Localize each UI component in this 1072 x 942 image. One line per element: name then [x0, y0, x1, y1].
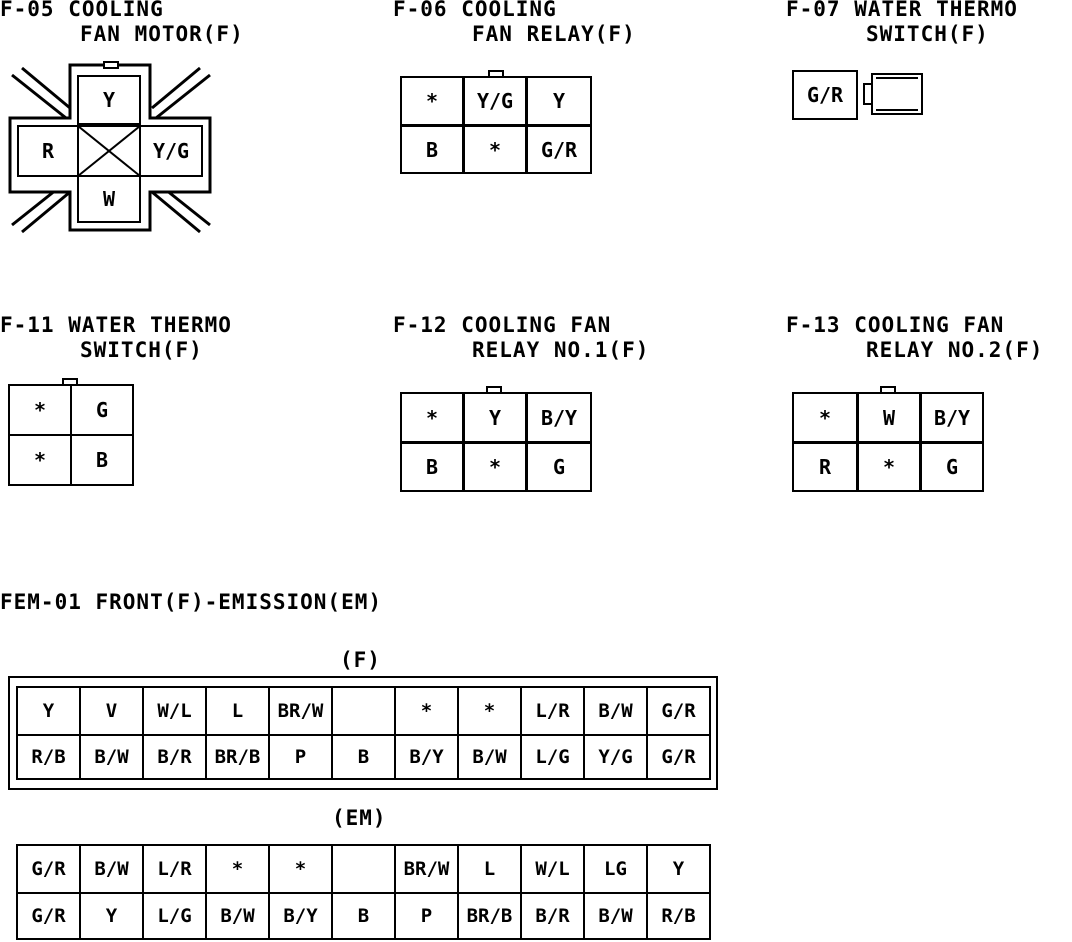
f06-pin: Y: [526, 76, 592, 126]
fem-pin: Y: [16, 686, 81, 736]
f07-title-line1: F-07 WATER THERMO: [786, 0, 1018, 21]
f05-pin-right: Y/G: [152, 139, 190, 163]
fem-pin: Y: [646, 844, 711, 894]
f13-title-line2: RELAY NO.2(F): [866, 338, 1044, 362]
f05-pin-bottom: W: [102, 187, 116, 211]
fem-pin: V: [79, 686, 144, 736]
fem-pin: Y: [79, 892, 144, 940]
f05-pin-left: R: [41, 139, 55, 163]
f12-pin: *: [400, 392, 464, 443]
fem-pin: L/G: [520, 734, 585, 780]
f06-pin: B: [400, 125, 464, 174]
fem-pin: Y/G: [583, 734, 648, 780]
fem-pin: B: [331, 892, 396, 940]
fem-pin: R/B: [16, 734, 81, 780]
fem-pin: *: [457, 686, 522, 736]
f07-pin: G/R: [792, 70, 858, 120]
fem-pin: B: [331, 734, 396, 780]
f06-title-line2: FAN RELAY(F): [472, 22, 636, 46]
f13-pin: R: [792, 442, 858, 492]
f13-title-line1: F-13 COOLING FAN: [786, 313, 1005, 337]
f12-title-line1: F-12 COOLING FAN: [393, 313, 612, 337]
f06-pin: *: [400, 76, 464, 126]
f13-pin: G: [920, 442, 984, 492]
f11-pin: G: [70, 384, 134, 436]
fem-pin: B/W: [457, 734, 522, 780]
f06-pin: *: [463, 125, 527, 174]
fem-pin: L/R: [520, 686, 585, 736]
f11-title-line1: F-11 WATER THERMO: [0, 313, 232, 337]
fem-pin: B/R: [142, 734, 207, 780]
f11-pin: *: [8, 434, 72, 486]
fem-pin: BR/W: [394, 844, 459, 894]
fem-pin: B/Y: [394, 734, 459, 780]
fem-pin: G/R: [16, 892, 81, 940]
fem-pin: P: [268, 734, 333, 780]
f12-pin: B/Y: [526, 392, 592, 443]
f06-title-line1: F-06 COOLING: [393, 0, 557, 21]
fem-pin: BR/B: [205, 734, 270, 780]
fem-pin: G/R: [646, 734, 711, 780]
f06-pin: G/R: [526, 125, 592, 174]
fem-pin: B/W: [205, 892, 270, 940]
f12-pin: Y: [463, 392, 527, 443]
fem-pin: [331, 686, 396, 736]
fem-pin: BR/W: [268, 686, 333, 736]
f05-title-line2: FAN MOTOR(F): [80, 22, 244, 46]
fem-pin: W/L: [520, 844, 585, 894]
fem-pin: G/R: [16, 844, 81, 894]
f06-pin: Y/G: [463, 76, 527, 126]
f12-pin: *: [463, 442, 527, 492]
fem-pin: B/W: [583, 892, 648, 940]
f13-pin: *: [857, 442, 921, 492]
fem-em-label: (EM): [332, 806, 387, 830]
fem-pin: G/R: [646, 686, 711, 736]
fem-pin: B/W: [79, 734, 144, 780]
fem-pin: L/R: [142, 844, 207, 894]
fem-pin: B/R: [520, 892, 585, 940]
fem-pin: B/W: [583, 686, 648, 736]
fem-title: FEM-01 FRONT(F)-EMISSION(EM): [0, 590, 383, 614]
fem-pin: B/Y: [268, 892, 333, 940]
fem-pin: L: [205, 686, 270, 736]
f13-pin: B/Y: [920, 392, 984, 443]
f07-title-line2: SWITCH(F): [866, 22, 989, 46]
fem-pin: W/L: [142, 686, 207, 736]
fem-pin: B/W: [79, 844, 144, 894]
fem-pin: *: [394, 686, 459, 736]
f12-title-line2: RELAY NO.1(F): [472, 338, 650, 362]
fem-pin: *: [205, 844, 270, 894]
f05-pin-top: Y: [102, 88, 116, 112]
fem-pin: P: [394, 892, 459, 940]
f13-pin: *: [792, 392, 858, 443]
f12-pin: G: [526, 442, 592, 492]
f11-pin: B: [70, 434, 134, 486]
fem-f-label: (F): [340, 648, 381, 672]
fem-pin: L/G: [142, 892, 207, 940]
fem-pin: BR/B: [457, 892, 522, 940]
fem-pin: LG: [583, 844, 648, 894]
f11-pin: *: [8, 384, 72, 436]
f12-pin: B: [400, 442, 464, 492]
fem-pin: L: [457, 844, 522, 894]
f13-pin: W: [857, 392, 921, 443]
f11-title-line2: SWITCH(F): [80, 338, 203, 362]
f05-title-line1: F-05 COOLING: [0, 0, 164, 21]
fem-pin: *: [268, 844, 333, 894]
fem-pin: [331, 844, 396, 894]
fem-pin: R/B: [646, 892, 711, 940]
